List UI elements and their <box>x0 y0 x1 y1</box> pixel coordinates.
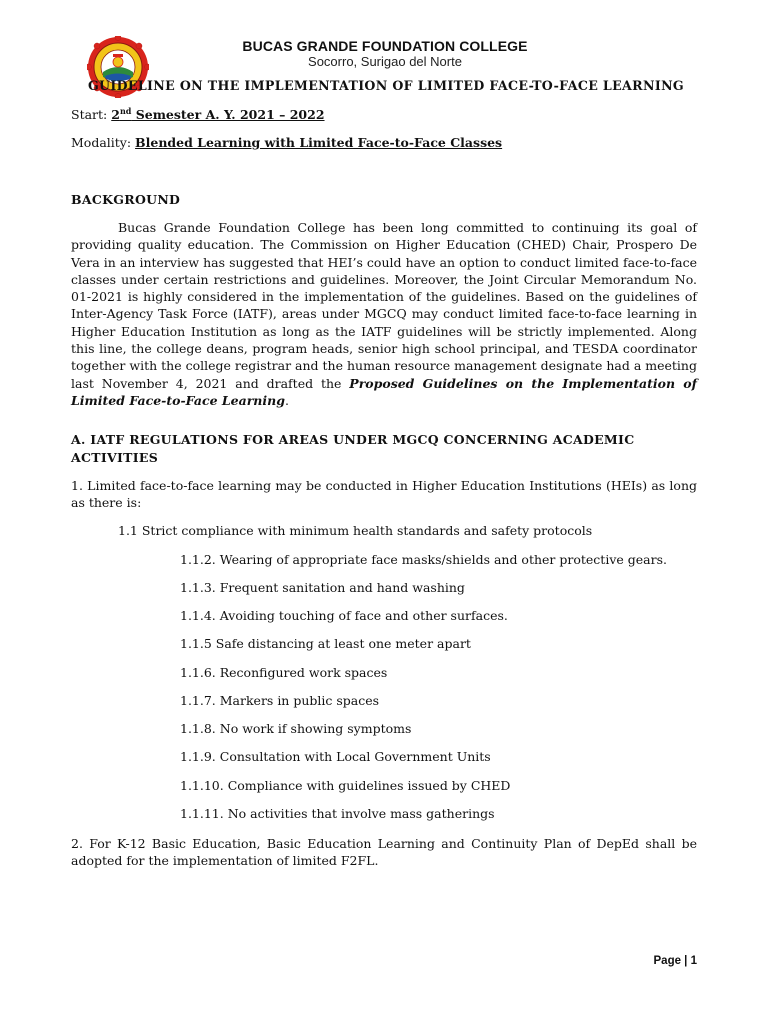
list-item-1-1: 1.1 Strict compliance with minimum health standards and safety protocols <box>118 523 593 538</box>
background-heading: BACKGROUND <box>71 192 181 207</box>
page-number: Page | 1 <box>653 955 697 967</box>
sub-list-item: 1.1.3. Frequent sanitation and hand washing <box>180 580 465 595</box>
college-location: Socorro, Surigao del Norte <box>308 54 462 69</box>
sub-list-item: 1.1.6. Reconfigured work spaces <box>180 665 388 680</box>
section-a-heading-line1 <box>71 432 697 447</box>
start-line <box>71 106 325 122</box>
section-a-heading-line2: ACTIVITIES <box>71 450 159 465</box>
sub-list-item: 1.1.9. Consultation with Local Government Units <box>180 749 491 764</box>
modality-label: Modality: <box>71 135 136 150</box>
modality-value: Blended Learning with Limited Face-to-Face Classes <box>135 135 503 150</box>
background-text: Bucas Grande Foundation College has been long committed to continuing its goal of providing quality education. The Commission on Higher Education (CHED) Chair, Prospero De Vera in an interview has suggested that HEI’s could have an option to conduct limited face-to-face classes under certain restrictions and guidelines. Moreover, the Joint Circular Memorandum No. 01-2021 is highly considered in the implementation of the guidelines. Based on the guidelines of Inter-Agency Task Force (IATF), areas under MGCQ may conduct limited face-to-face learning in Higher Education Institution as long as the IATF guidelines will be strictly implemented. Along this line, the college deans, program heads, senior high school principal, and TESDA coordinator together with the college registrar and the human resource management designate had a meeting last November 4, 2021 and drafted the <box>71 220 697 391</box>
sub-list-item: 1.1.11. No activities that involve mass gatherings <box>180 806 495 821</box>
sub-list-item: 1.1.10. Compliance with guidelines issued by CHED <box>180 778 511 793</box>
background-end: . <box>284 392 289 408</box>
sub-list-item: 1.1.7. Markers in public spaces <box>180 693 380 708</box>
background-paragraph <box>71 219 697 409</box>
start-label: Start: <box>71 107 112 122</box>
start-ordinal-number: 2 <box>111 107 120 122</box>
list-item-2: 2. For K-12 Basic Education, Basic Education Learning and Continuity Plan of DepEd shall be adopted for the implementation of limited F2FL. <box>71 836 697 869</box>
start-value <box>111 107 324 122</box>
start-ordinal-suffix: nd <box>119 106 132 116</box>
sub-list-item: 1.1.8. No work if showing symptoms <box>180 721 412 736</box>
start-value-text: Semester A. Y. 2021 – 2022 <box>131 107 325 122</box>
sub-list-item: 1.1.2. Wearing of appropriate face masks/shields and other protective gears. <box>180 552 667 567</box>
section-a-heading-text: A. IATF REGULATIONS FOR AREAS UNDER MGCQ CONCERNING ACADEMIC <box>71 432 635 447</box>
modality-line <box>71 135 502 150</box>
list-item-1: 1. Limited face-to-face learning may be conducted in Higher Education Institutions (HEIs) as long as there is: <box>71 478 697 511</box>
sub-list-item: 1.1.5 Safe distancing at least one meter apart <box>180 636 471 651</box>
college-name: BUCAS GRANDE FOUNDATION COLLEGE <box>242 38 528 54</box>
document-title: GUIDELINE ON THE IMPLEMENTATION OF LIMITED FACE-TO-FACE LEARNING <box>87 78 685 93</box>
background-emphasis: Proposed Guidelines on the Implementation of Limited Face-to-Face Learning <box>71 375 697 408</box>
sub-list-item: 1.1.4. Avoiding touching of face and other surfaces. <box>180 608 508 623</box>
